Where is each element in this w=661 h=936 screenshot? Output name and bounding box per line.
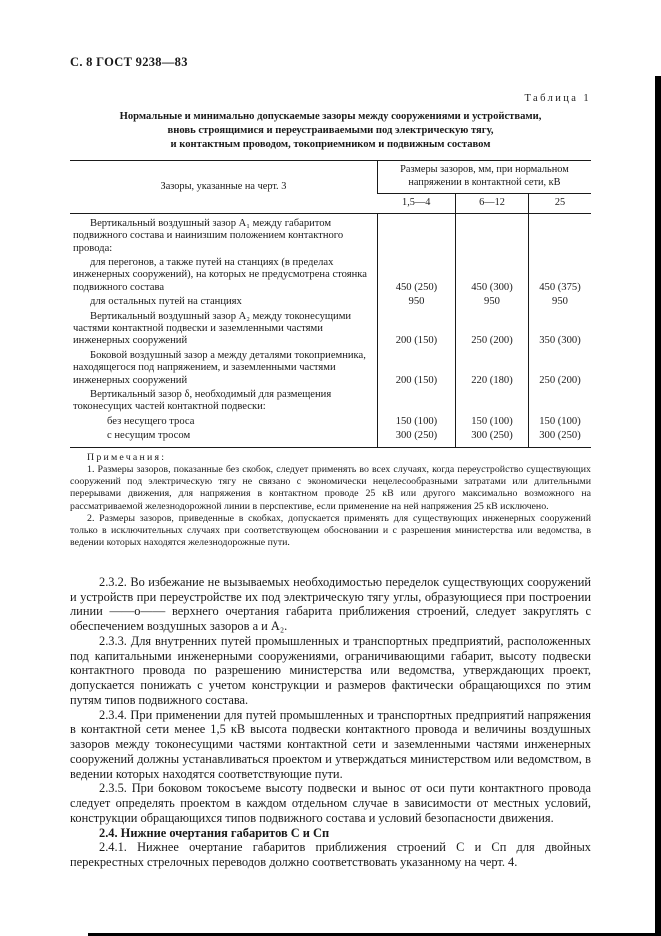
table-row xyxy=(70,295,591,309)
note-item: 1. Размеры зазоров, показанные без скобок, следует применять во всех случаях, когда переустройство существующих сооружений под электрическую тягу не связано с экономически нецелесообразными затратами или длительными перерывами движения, для напряжения в контактном проводе 25 кВ или другого максимально возможного на рассматриваемой железнодорожной линии в перспективе, если применение на ней напряжения 25 кВ исключено. xyxy=(70,463,591,512)
row-value: 150 (100) xyxy=(377,415,455,429)
row-value: 200 (150) xyxy=(377,349,455,388)
row-value: 250 (200) xyxy=(528,349,591,388)
scan-artifact-right-edge xyxy=(655,76,661,935)
row-value xyxy=(456,388,529,415)
table-row xyxy=(70,415,591,429)
column-header-voltage-1: 1,5—4 xyxy=(402,197,431,209)
row-value: 950 xyxy=(377,295,455,309)
section-heading-2-4: 2.4. Нижние очертания габаритов С и Сп xyxy=(99,825,330,840)
row-value xyxy=(456,213,529,256)
row-value xyxy=(377,388,455,415)
column-header-voltage-2: 6—12 xyxy=(456,194,529,214)
paragraph-2-3-3: 2.3.3. Для внутренних путей промышленных и транспортных предприятий, расположенных под капитальными инженерными сооружениями, ограничивающими габарит, высоту подвески контактного провода по разрешению министерства или ведомства, утверждающих проект, допускается понижать с учетом конструкции и размеров фактически обращающихся по этим путям типов подвижного состава. xyxy=(70,633,591,707)
column-header-clearances: Зазоры, указанные на черт. 3 xyxy=(160,180,287,192)
table-header-row xyxy=(70,161,591,194)
body-text xyxy=(70,575,591,870)
notes-heading: Примечания: xyxy=(87,451,167,463)
table-body xyxy=(70,213,591,447)
table-label: Таблица 1 xyxy=(524,93,591,104)
row-label: Боковой воздушный зазор а между деталями токоприемника, находящегося под напряжением, и заземленными частями инженерных сооружений xyxy=(73,349,366,386)
row-value: 300 (250) xyxy=(456,429,529,447)
row-value: 220 (180) xyxy=(456,349,529,388)
row-value: 950 xyxy=(528,295,591,309)
row-label: с несущим тросом xyxy=(107,430,191,442)
row-value: 250 (200) xyxy=(456,310,529,349)
table-title-line: Нормальные и минимально допускаемые зазоры между сооружениями и устройствами, xyxy=(119,111,542,122)
table-title-line: вновь строящимися и переустраиваемыми под электрическую тягу, xyxy=(167,124,494,136)
paragraph-2-3-4: 2.3.4. При применении для путей промышленных и транспортных предприятий напряжения в контактной сети менее 1,5 кВ высота подвески контактного провода и величины воздушных зазоров между токонесущими частями контактной сети и заземленными частями инженерных сооружений должны устанавливаться проектом и утверждаться министерством или ведомством, в ведении которых находятся соответствующие пути. xyxy=(70,707,591,781)
table-row xyxy=(70,388,591,415)
paragraph-2-4-1: 2.4.1. Нижнее очертание габаритов приближения строений С и Сп для двойных перекрестных стрелочных переводов должно соответствовать указанному на черт. 4. xyxy=(70,840,591,870)
table-row xyxy=(70,256,591,295)
row-value: 300 (250) xyxy=(377,429,455,447)
row-value: 450 (300) xyxy=(456,256,529,295)
note-item: 2. Размеры зазоров, приведенные в скобках, допускается применять для существующих инженерных сооружений только в исключительных случаях при соответствующем обосновании и с разрешения министерства или ведомства, в ведении которых находятся железнодорожные пути. xyxy=(70,512,591,549)
column-group-header-sizes: Размеры зазоров, мм, при нормальном напряжении в контактной сети, кВ xyxy=(377,161,591,194)
row-value: 300 (250) xyxy=(528,429,591,447)
paragraph-2-3-2: 2.3.2. Во избежание не вызываемых необходимостью переделок существующих сооружений и устройств при переустройстве их под электрическую тягу углы, образующиеся при построении линии ——о—— верхнего очертания габарита приближения строений, следует закруглять с обеспечением воздушных зазоров а и А₂. xyxy=(70,574,591,634)
page-header: С. 8 ГОСТ 9238—83 xyxy=(70,55,188,69)
row-label: Вертикальный зазор δ, необходимый для размещения токонесущих частей контактной подвески: xyxy=(73,388,332,413)
table-row xyxy=(70,429,591,447)
table-head xyxy=(70,161,591,214)
table-row xyxy=(70,213,591,256)
table-title-line: и контактным проводом, токоприемником и подвижным составом xyxy=(170,138,491,150)
row-label: для остальных путей на станциях xyxy=(90,296,242,308)
row-label: Вертикальный воздушный зазор А₁ между габаритом подвижного состава и наинизшим положением контактного провода: xyxy=(73,217,344,254)
row-label: для перегонов, а также путей на станциях (в пределах инженерных сооружений), на которых не предусмотрена стоянка подвижного состава xyxy=(73,257,367,293)
row-label: Вертикальный воздушный зазор А₂ между токонесущими частями контактной подвески и заземленными частями инженерных сооружений xyxy=(73,310,352,347)
row-value: 350 (300) xyxy=(528,310,591,349)
clearances-table xyxy=(70,160,591,447)
row-value: 450 (250) xyxy=(377,256,455,295)
row-value xyxy=(377,213,455,256)
table-notes xyxy=(70,452,591,550)
row-value: 950 xyxy=(456,295,529,309)
row-value: 200 (150) xyxy=(377,310,455,349)
paragraph-2-3-5: 2.3.5. При боковом токосъеме высоту подвески и вынос от оси пути контактного провода следует определять проектом в каждом отдельном случае в зависимости от местных условий, конструкции обращающихся типов подвижного состава и условий безопасности движения. xyxy=(70,781,591,825)
table-row xyxy=(70,349,591,388)
column-header-voltage-3: 25 xyxy=(528,194,591,214)
row-value: 150 (100) xyxy=(456,415,529,429)
row-value xyxy=(528,213,591,256)
row-label: без несущего троса xyxy=(107,415,195,427)
table-row xyxy=(70,310,591,349)
row-value: 450 (375) xyxy=(528,256,591,295)
row-value: 150 (100) xyxy=(528,415,591,429)
table-title xyxy=(70,110,591,151)
row-value xyxy=(528,388,591,415)
